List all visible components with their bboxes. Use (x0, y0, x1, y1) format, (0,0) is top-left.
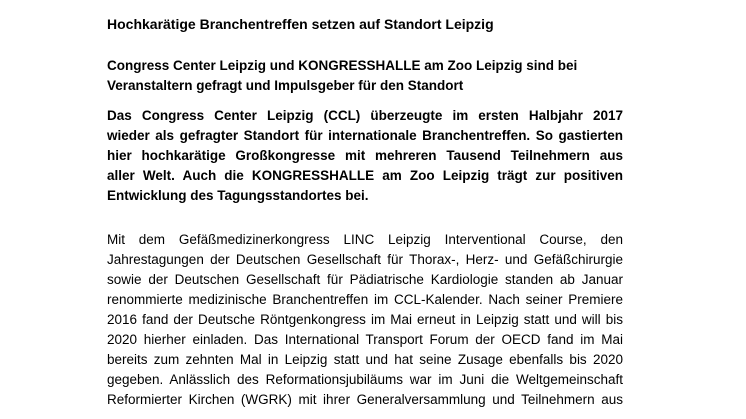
body-line: renommierte medizinische Branchentreffen im CCL-Kalender. Nach seiner Premiere (107, 292, 623, 307)
subtitle-line: Veranstaltern gefragt und Impulsgeber für den Standort (107, 78, 464, 93)
lead-line: hier hochkarätige Großkongresse mit mehreren Tausend Teilnehmern aus (107, 148, 623, 163)
document-title: Hochkarätige Branchentreffen setzen auf Standort Leipzig (107, 16, 494, 32)
subtitle-line: Congress Center Leipzig und KONGRESSHALLE am Zoo Leipzig sind bei (107, 58, 578, 73)
body-line: Reformierter Kirchen (WGRK) mit ihrer Generalversammlung und Teilnehmern aus (107, 392, 623, 407)
document-subtitle (107, 56, 647, 96)
body-line: gegeben. Anlässlich des Reformationsjubiläums war im Juni die Weltgemeinschaft (107, 372, 623, 387)
body-paragraph (107, 230, 623, 410)
lead-line: Das Congress Center Leipzig (CCL) überzeugte im ersten Halbjahr 2017 (107, 108, 623, 123)
body-line: Mit dem Gefäßmedizinerkongress LINC Leipzig Interventional Course, den (107, 232, 623, 247)
lead-line: wieder als gefragter Standort für internationale Branchentreffen. So gastierten (107, 128, 623, 143)
lead-paragraph (107, 106, 623, 206)
body-line: Jahrestagungen der Deutschen Gesellschaft für Thorax-, Herz- und Gefäßchirurgie (107, 252, 623, 267)
body-line: sowie der Deutschen Gesellschaft für Pädiatrische Kardiologie standen ab Januar (107, 272, 623, 287)
body-line: 2020 hierher einladen. Das International Transport Forum der OECD fand im Mai (107, 332, 623, 347)
lead-line: aller Welt. Auch die KONGRESSHALLE am Zoo Leipzig trägt zur positiven (107, 168, 623, 183)
lead-line: Entwicklung des Tagungsstandortes bei. (107, 188, 369, 203)
body-line: 2016 fand der Deutsche Röntgenkongress im Mai erneut in Leipzig statt und will bis (107, 312, 623, 327)
body-line: bereits zum zehnten Mal in Leipzig statt und hat seine Zusage ebenfalls bis 2020 (107, 352, 623, 367)
